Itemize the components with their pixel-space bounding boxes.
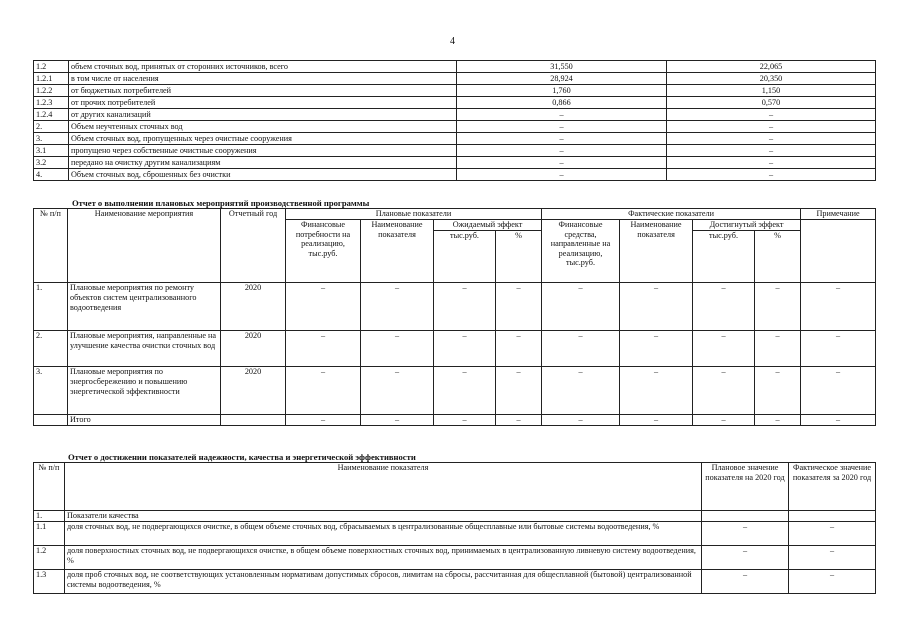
table-row <box>34 570 876 594</box>
row-cell: – <box>693 367 755 415</box>
table-row <box>34 415 876 426</box>
table-row <box>34 61 876 73</box>
row-value-plan: – <box>457 133 667 145</box>
row-name: объем сточных вод, принятых от сторонних источников, всего <box>69 61 457 73</box>
table-row <box>34 157 876 169</box>
col-year: Отчетный год <box>221 209 286 283</box>
table-row <box>34 85 876 97</box>
row-name: пропущено через собственные очистные сооружения <box>69 145 457 157</box>
col-note-empty <box>801 220 876 283</box>
row-cell: – <box>693 331 755 367</box>
row-num: 2. <box>34 121 69 133</box>
table-row <box>34 522 876 546</box>
col-num: № п/п <box>34 209 68 283</box>
col-fact-finance: Финансовые средства, направленные на реализацию, тыс.руб. <box>542 220 620 283</box>
col-fact-effect-rub: тыс.руб. <box>693 231 755 283</box>
row-year: 2020 <box>221 283 286 331</box>
col-measure-name: Наименование мероприятия <box>68 209 221 283</box>
row-cell: – <box>286 415 361 426</box>
row-plan: – <box>702 546 789 570</box>
wastewater-volume-table <box>33 60 876 181</box>
row-value-plan: 31,550 <box>457 61 667 73</box>
row-cell: – <box>693 415 755 426</box>
row-num: 3. <box>34 367 68 415</box>
table-row <box>34 121 876 133</box>
row-cell: – <box>434 331 496 367</box>
row-fact: – <box>789 546 876 570</box>
table-row <box>34 109 876 121</box>
row-cell: – <box>286 331 361 367</box>
row-value-fact: – <box>667 157 876 169</box>
row-year <box>221 415 286 426</box>
col-num: № п/п <box>34 463 65 511</box>
row-name: Итого <box>68 415 221 426</box>
section-name: Показатели качества <box>65 511 702 522</box>
row-cell: – <box>496 367 542 415</box>
col-plan-effect-rub: тыс.руб. <box>434 231 496 283</box>
row-cell: – <box>755 283 801 331</box>
row-value-plan: 1,760 <box>457 85 667 97</box>
row-cell: – <box>434 367 496 415</box>
row-year: 2020 <box>221 367 286 415</box>
table-row <box>34 97 876 109</box>
col-plan-effect: Ожидаемый эффект <box>434 220 542 231</box>
row-num: 2. <box>34 331 68 367</box>
row-cell: – <box>801 283 876 331</box>
row-cell: – <box>361 367 434 415</box>
table-row <box>34 133 876 145</box>
row-name: от прочих потребителей <box>69 97 457 109</box>
row-fact: – <box>789 570 876 594</box>
row-value-plan: – <box>457 169 667 181</box>
row-year: 2020 <box>221 331 286 367</box>
row-cell: – <box>801 367 876 415</box>
row-value-fact: 1,150 <box>667 85 876 97</box>
row-name: в том числе от населения <box>69 73 457 85</box>
row-cell: – <box>361 415 434 426</box>
row-plan: – <box>702 522 789 546</box>
row-fact: – <box>789 522 876 546</box>
row-value-fact: – <box>667 169 876 181</box>
row-value-plan: 28,924 <box>457 73 667 85</box>
row-num: 1.3 <box>34 570 65 594</box>
row-num: 1. <box>34 283 68 331</box>
row-cell: – <box>496 331 542 367</box>
indicators-table <box>33 462 876 594</box>
row-name: Плановые мероприятия, направленные на улучшение качества очистки сточных вод <box>68 331 221 367</box>
program-report-title: Отчет о выполнении плановых мероприятий производственной программы <box>72 198 370 208</box>
table-row <box>34 546 876 570</box>
row-num: 1.2.2 <box>34 85 69 97</box>
row-cell: – <box>542 283 620 331</box>
col-fact-group: Фактические показатели <box>542 209 801 220</box>
col-fact-indicator: Наименование показателя <box>620 220 693 283</box>
row-num: 1.2.4 <box>34 109 69 121</box>
row-value-plan: – <box>457 121 667 133</box>
col-plan-indicator: Наименование показателя <box>361 220 434 283</box>
row-name: от бюджетных потребителей <box>69 85 457 97</box>
row-num: 1.2 <box>34 546 65 570</box>
row-cell: – <box>755 415 801 426</box>
col-fact-effect: Достигнутый эффект <box>693 220 801 231</box>
table-row <box>34 367 876 415</box>
table-row <box>34 331 876 367</box>
row-name: доля поверхностных сточных вод, не подвергающихся очистке, в общем объеме поверхностных сточных вод, принимаемых в централизованную ливневую систему водоотведения, % <box>65 546 702 570</box>
row-value-plan: 0,866 <box>457 97 667 109</box>
row-value-fact: – <box>667 121 876 133</box>
row-value-fact: – <box>667 133 876 145</box>
row-name: доля проб сточных вод, не соответствующих установленным нормативам допустимых сбросов, лимитам на сбросы, рассчитанная для общесплавной (бытовой) централизованной системы водоотведения, % <box>65 570 702 594</box>
row-cell: – <box>755 367 801 415</box>
row-num: 3.2 <box>34 157 69 169</box>
row-cell: – <box>361 331 434 367</box>
row-value-fact: 22,065 <box>667 61 876 73</box>
row-name: Объем сточных вод, пропущенных через очистные сооружения <box>69 133 457 145</box>
row-name: Объем неучтенных сточных вод <box>69 121 457 133</box>
row-cell: – <box>693 283 755 331</box>
row-value-plan: – <box>457 109 667 121</box>
col-plan-effect-pct: % <box>496 231 542 283</box>
row-cell: – <box>286 367 361 415</box>
row-cell: – <box>620 367 693 415</box>
col-plan-group: Плановые показатели <box>286 209 542 220</box>
row-cell: – <box>542 367 620 415</box>
col-fact-effect-pct: % <box>755 231 801 283</box>
row-cell: – <box>434 415 496 426</box>
section-num: 1. <box>34 511 65 522</box>
row-value-fact: 0,570 <box>667 97 876 109</box>
row-plan: – <box>702 570 789 594</box>
row-value-fact: – <box>667 109 876 121</box>
row-cell: – <box>496 283 542 331</box>
row-num <box>34 415 68 426</box>
row-num: 3. <box>34 133 69 145</box>
col-plan-finance: Финансовые потребности на реализацию, тыс.руб. <box>286 220 361 283</box>
row-num: 1.2 <box>34 61 69 73</box>
row-name: Плановые мероприятия по энергосбережению и повышению энергетической эффективности <box>68 367 221 415</box>
row-name: от других канализаций <box>69 109 457 121</box>
row-cell: – <box>542 331 620 367</box>
row-num: 4. <box>34 169 69 181</box>
planned-measures-table <box>33 208 876 426</box>
col-note: Примечание <box>801 209 876 220</box>
row-name: Плановые мероприятия по ремонту объектов систем централизованного водоотведения <box>68 283 221 331</box>
row-cell: – <box>620 415 693 426</box>
page-number: 4 <box>450 36 455 47</box>
row-name: доля сточных вод, не подвергающихся очистке, в общем объеме сточных вод, сбрасываемых в централизованные общесплавные или бытовые системы водоотведения, % <box>65 522 702 546</box>
row-num: 1.1 <box>34 522 65 546</box>
row-value-plan: – <box>457 157 667 169</box>
row-cell: – <box>434 283 496 331</box>
row-value-fact: – <box>667 145 876 157</box>
indicators-report-title: Отчет о достижении показателей надежности, качества и энергетической эффективности <box>68 452 416 462</box>
row-cell: – <box>496 415 542 426</box>
row-num: 3.1 <box>34 145 69 157</box>
col-fact-value: Фактическое значение показателя за 2020 год <box>789 463 876 511</box>
row-cell: – <box>361 283 434 331</box>
row-value-fact: 20,350 <box>667 73 876 85</box>
row-cell: – <box>620 283 693 331</box>
row-cell: – <box>620 331 693 367</box>
col-plan-value: Плановое значение показателя на 2020 год <box>702 463 789 511</box>
table-row <box>34 73 876 85</box>
row-value-plan: – <box>457 145 667 157</box>
row-cell: – <box>801 331 876 367</box>
row-num: 1.2.3 <box>34 97 69 109</box>
row-num: 1.2.1 <box>34 73 69 85</box>
row-name: передано на очистку другим канализациям <box>69 157 457 169</box>
table-row <box>34 169 876 181</box>
row-cell: – <box>755 331 801 367</box>
col-indicator-name: Наименование показателя <box>65 463 702 511</box>
table-row <box>34 145 876 157</box>
row-cell: – <box>801 415 876 426</box>
row-name: Объем сточных вод, сброшенных без очистки <box>69 169 457 181</box>
row-cell: – <box>286 283 361 331</box>
table-row <box>34 283 876 331</box>
row-cell: – <box>542 415 620 426</box>
